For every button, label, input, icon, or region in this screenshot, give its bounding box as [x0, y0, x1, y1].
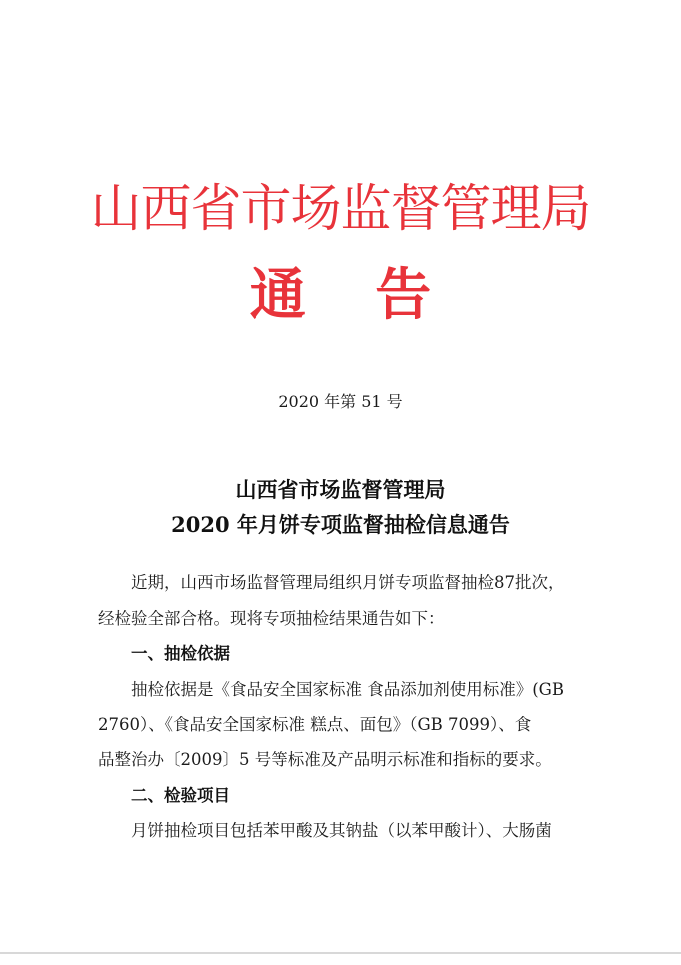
section-1-line-3: 品整治办〔2009〕5 号等标准及产品明示标准和指标的要求。 [98, 750, 552, 769]
issuer-header: 山西省市场监督管理局 [90, 180, 591, 239]
section-2-line-1: 月饼抽检项目包括苯甲酸及其钠盐（以苯甲酸计）、大肠菌 [131, 821, 552, 840]
section-1-heading: 一、抽检依据 [131, 644, 230, 663]
page-bottom-edge [0, 952, 681, 954]
document-title-line-1: 山西省市场监督管理局 [235, 477, 446, 502]
document-title-line-2: 2020 年月饼专项监督抽检信息通告 [171, 512, 510, 537]
section-2-heading: 二、检验项目 [131, 786, 230, 805]
intro-paragraph-line-2: 经检验全部合格。现将专项抽检结果通告如下： [98, 609, 445, 628]
section-1-line-1: 抽检依据是《食品安全国家标准 食品添加剂使用标准》(GB [131, 680, 564, 699]
document-type-header: 通 告 [249, 262, 432, 328]
section-1-line-2: 2760）、《食品安全国家标准 糕点、面包》（GB 7099）、食 [98, 715, 532, 734]
intro-paragraph-line-1: 近期，山西市场监督管理局组织月饼专项监督抽检87批次， [131, 573, 565, 592]
document-number: 2020 年第 51 号 [278, 392, 403, 411]
